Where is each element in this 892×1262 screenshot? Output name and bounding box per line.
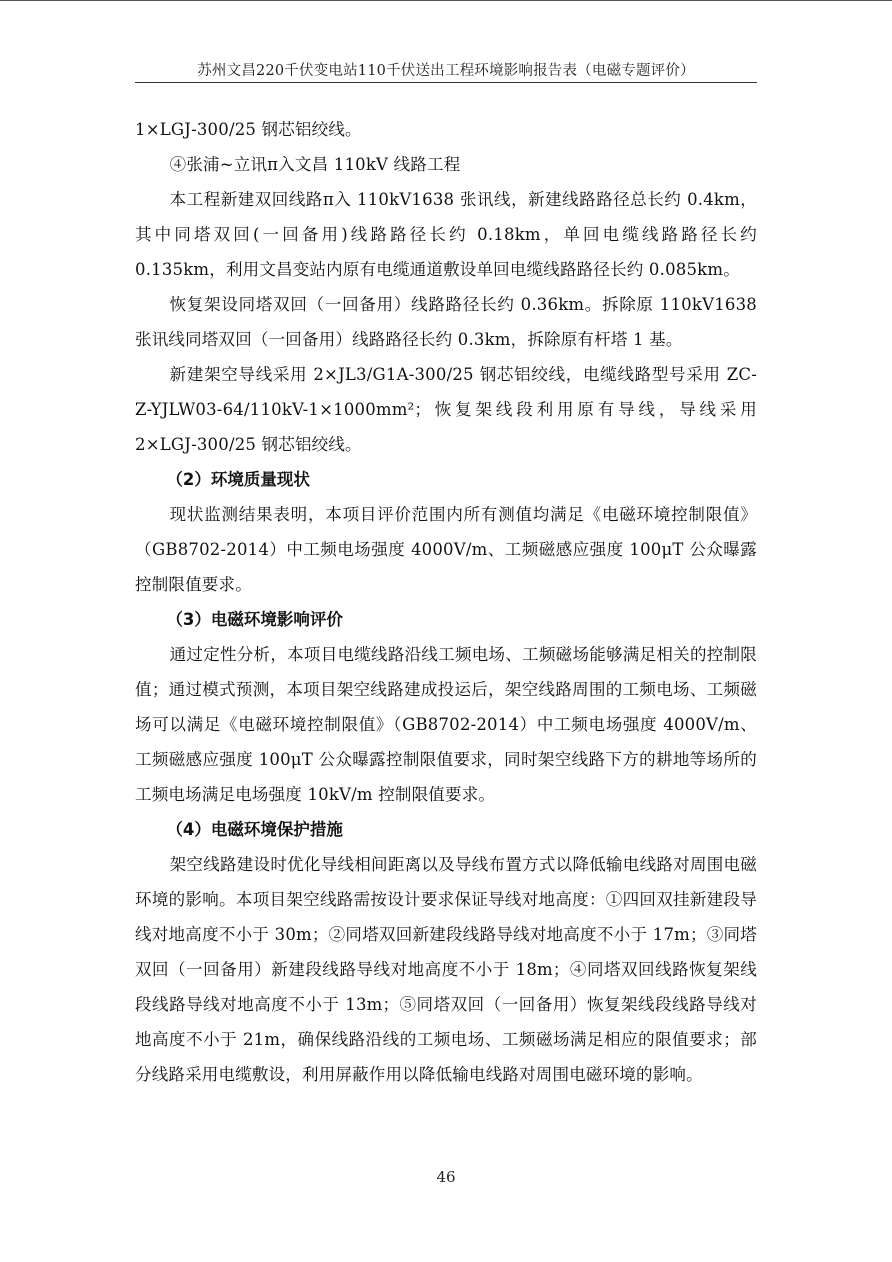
document-body <box>135 112 757 1092</box>
section-heading-impact: （3）电磁环境影响评价 <box>166 610 343 629</box>
section-heading-protection: （4）电磁环境保护措施 <box>166 820 343 839</box>
header-rule <box>135 82 757 83</box>
paragraph-restore-line: 恢复架设同塔双回（一回备用）线路路径长约 0.36km。拆除原 110kV1638 张讯线同塔双回（一回备用）线路路径长约 0.3km，拆除原有杆塔 1 基。 <box>135 295 757 349</box>
paragraph-new-line: 本工程新建双回线路π入 110kV1638 张讯线，新建线路路径总长约 0.4km，其中同塔双回(一回备用)线路路径长约 0.18km，单回电缆线路路径长约 0.135km，利用文昌变站内原有电缆通道敷设单回电缆线路路径长约 0.085km。 <box>135 190 757 279</box>
running-header: 苏州文昌220千伏变电站110千伏送出工程环境影响报告表（电磁专题评价） <box>197 63 695 79</box>
page-top-border <box>0 0 892 1</box>
paragraph-quality: 现状监测结果表明，本项目评价范围内所有测值均满足《电磁环境控制限值》（GB8702-2014）中工频电场强度 4000V/m、工频磁感应强度 100μT 公众曝露控制限值要求。 <box>135 505 757 594</box>
continued-paragraph: 1×LGJ-300/25 钢芯铝绞线。 <box>135 120 362 139</box>
paragraph-protection: 架空线路建设时优化导线相间距离以及导线布置方式以降低输电线路对周围电磁环境的影响。本项目架空线路需按设计要求保证导线对地高度：①四回双挂新建段导线对地高度不小于 30m；②同塔双回新建段线路导线对地高度不小于 17m；③同塔双回（一回备用）新建段线路导线对地高度不小于 18m；④同塔双回线路恢复架线段线路导线对地高度不小于 13m；⑤同塔双回（一回备用）恢复架线段线路导线对地高度不小于 21m，确保线路沿线的工频电场、工频磁场满足相应的限值要求；部分线路采用电缆敷设，利用屏蔽作用以降低输电线路对周围电磁环境的影响。 <box>135 855 757 1084</box>
subsection-title-zhangpu: ④张浦~立讯π入文昌 110kV 线路工程 <box>169 155 461 174</box>
paragraph-conductor: 新建架空导线采用 2×JL3/G1A-300/25 钢芯铝绞线，电缆线路型号采用 ZC-Z-YJLW03-64/110kV-1×1000mm²；恢复架线段利用原有导线，导线采用 2×LGJ-300/25 钢芯铝绞线。 <box>135 365 757 454</box>
page-number: 46 <box>436 1168 456 1186</box>
paragraph-impact: 通过定性分析，本项目电缆线路沿线工频电场、工频磁场能够满足相关的控制限值；通过模式预测，本项目架空线路建成投运后，架空线路周围的工频电场、工频磁场可以满足《电磁环境控制限值》（GB8702-2014）中工频电场强度 4000V/m、工频磁感应强度 100μT 公众曝露控制限值要求，同时架空线路下方的耕地等场所的工频电场满足电场强度 10kV/m 控制限值要求。 <box>135 645 757 804</box>
section-heading-quality: （2）环境质量现状 <box>166 470 310 489</box>
